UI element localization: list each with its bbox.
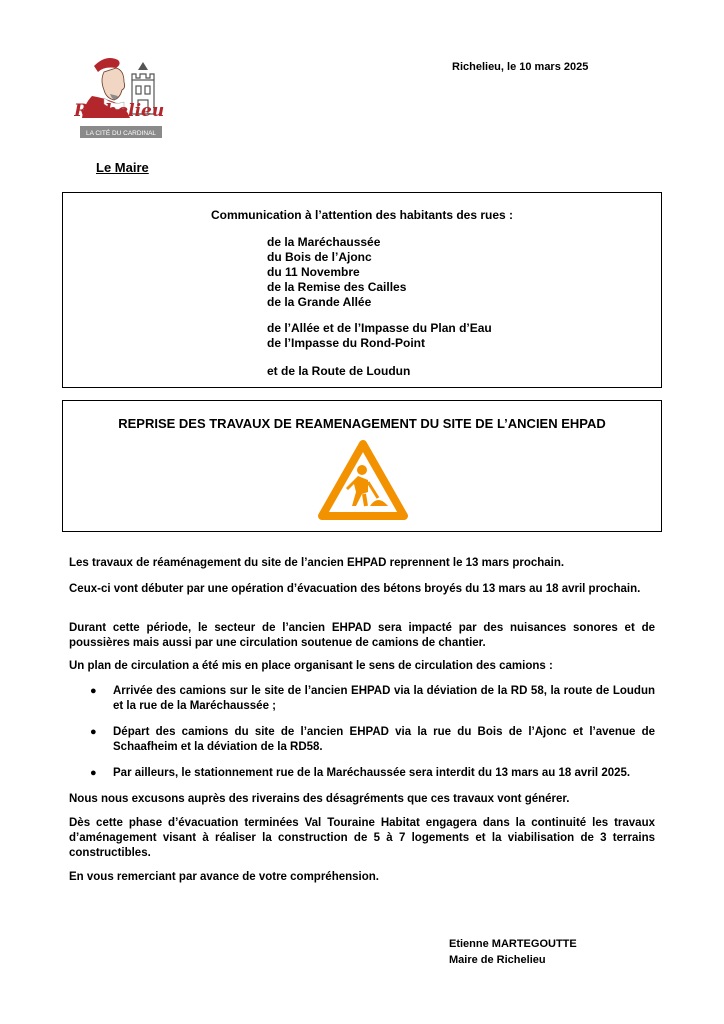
bullet-item: Départ des camions du site de l’ancien EHPAD via la rue du Bois de l’Ajonc et l’avenue de Schaafheim et la déviation de la RD58.: [113, 726, 655, 753]
body-paragraph: Durant cette période, le secteur de l’ancien EHPAD sera impacté par des nuisances sonores et de poussières mais aussi par une circulation soutenue de camions de chantier.: [69, 622, 655, 649]
author-heading: Le Maire: [96, 160, 149, 175]
richelieu-logo: [74, 52, 166, 140]
notice-box: [62, 400, 662, 532]
street-item: de l’Impasse du Rond-Point: [267, 336, 426, 350]
letter-date: Richelieu, le 10 mars 2025: [452, 61, 589, 73]
street-item: de la Remise des Cailles: [267, 280, 407, 294]
street-item: de la Maréchaussée: [267, 235, 381, 249]
body-paragraph: Ceux-ci vont débuter par une opération d’évacuation des bétons broyés du 13 mars au 18 avril prochain.: [69, 583, 641, 595]
signatory-name: Etienne MARTEGOUTTE: [449, 938, 577, 950]
bullet-icon: ●: [90, 726, 97, 738]
logo-tagline: LA CITÉ DU CARDINAL: [85, 130, 157, 137]
street-item: du Bois de l’Ajonc: [267, 250, 372, 264]
notice-headline: REPRISE DES TRAVAUX DE REAMENAGEMENT DU SITE DE L’ANCIEN EHPAD: [118, 416, 606, 431]
body-paragraph: Nous nous excusons auprès des riverains des désagréments que ces travaux vont générer.: [69, 793, 570, 805]
bullet-icon: ●: [90, 685, 97, 697]
street-item: de l’Allée et de l’Impasse du Plan d’Eau: [267, 321, 492, 335]
roadwork-warning-icon: [318, 440, 408, 520]
street-item: du 11 Novembre: [267, 265, 360, 279]
street-item: de la Grande Allée: [267, 295, 372, 309]
bullet-item: Arrivée des camions sur le site de l’ancien EHPAD via la déviation de la RD 58, la route de Loudun et la rue de la Maréchaussée ;: [113, 685, 655, 712]
body-paragraph: En vous remerciant par avance de votre compréhension.: [69, 871, 379, 883]
addressees-box: [62, 192, 662, 388]
body-paragraph: Dès cette phase d’évacuation terminées Val Touraine Habitat engagera dans la continuité les travaux d’aménagement visant à réaliser la construction de 5 à 7 logements et la viabilisation de 3 terrains constructibles.: [69, 817, 655, 859]
body-paragraph: Les travaux de réaménagement du site de l’ancien EHPAD reprennent le 13 mars prochain.: [69, 557, 565, 569]
signatory-title: Maire de Richelieu: [449, 954, 546, 966]
bullet-icon: ●: [90, 767, 97, 779]
addressees-intro: Communication à l’attention des habitants des rues :: [210, 208, 514, 222]
logo-wordmark: Richelieu: [74, 101, 165, 121]
bullet-item: Par ailleurs, le stationnement rue de la Maréchaussée sera interdit du 13 mars au 18 avril 2025.: [113, 767, 631, 779]
street-item: et de la Route de Loudun: [267, 364, 411, 378]
body-paragraph: Un plan de circulation a été mis en place organisant le sens de circulation des camions :: [69, 660, 553, 672]
